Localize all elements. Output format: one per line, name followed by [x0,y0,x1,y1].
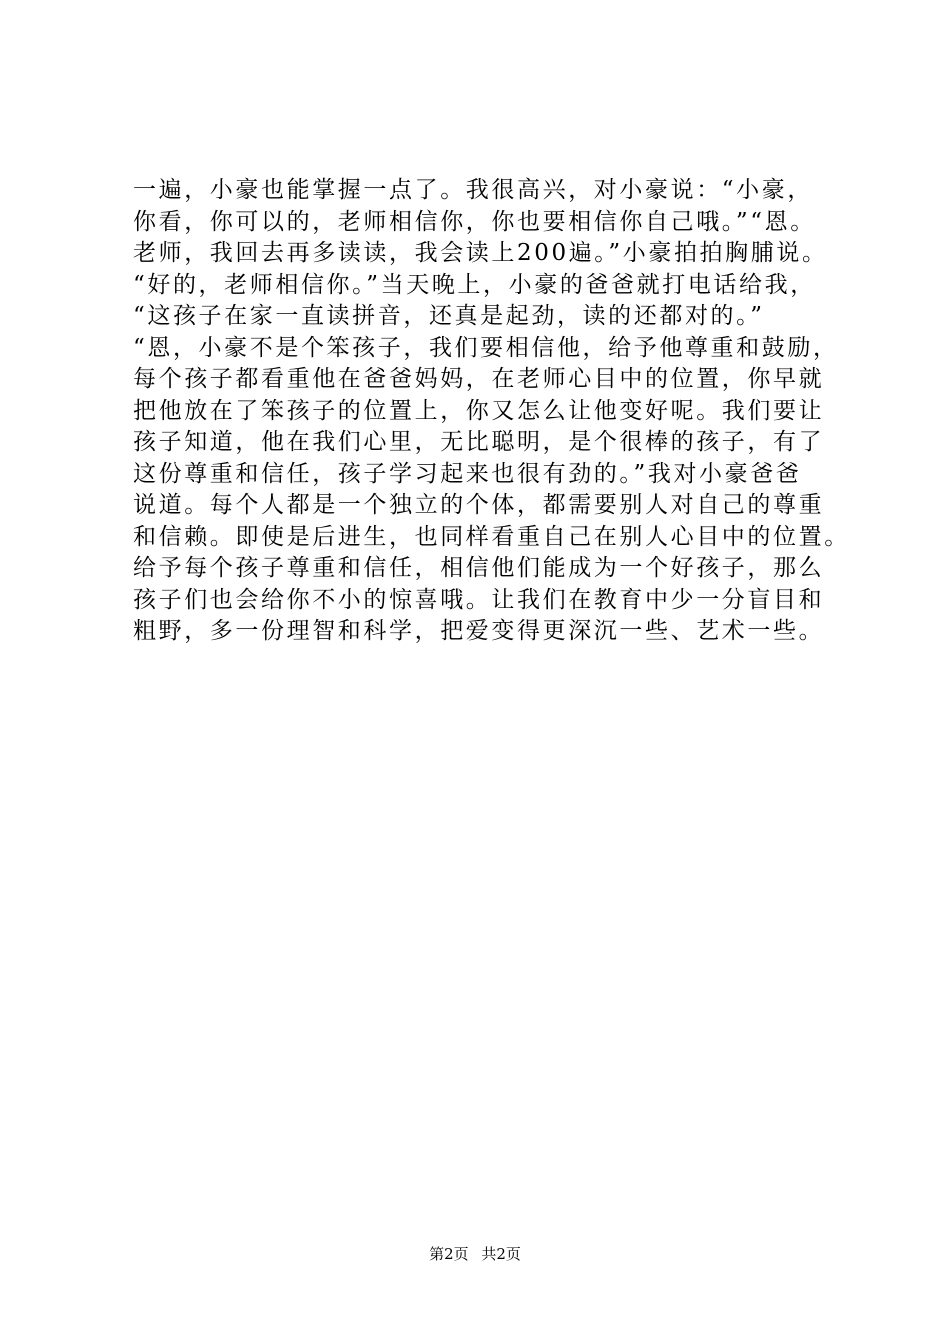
text-line: 孩子知道，他在我们心里，无比聪明，是个很棒的孩子，有了 [133,429,825,455]
text-line: 每个孩子都看重他在爸爸妈妈，在老师心目中的位置，你早就 [133,366,825,392]
text-line: 给予每个孩子尊重和信任，相信他们能成为一个好孩子，那么 [133,555,825,581]
text-line: 粗野，多一份理智和科学，把爱变得更深沉一些、艺术一些。 [133,618,825,644]
page-footer [0,1244,950,1264]
text-line: 说道。每个人都是一个独立的个体，都需要别人对自己的尊重 [133,492,825,518]
text-line: “这孩子在家一直读拼音，还真是起劲，读的还都对的。” [133,303,765,329]
page-number-current: 第2页 [429,1245,469,1263]
text-line: 一遍，小豪也能掌握一点了。我很高兴，对小豪说：“小豪， [133,177,813,203]
page-number-total: 共2页 [481,1245,521,1263]
text-line: “恩，小豪不是个笨孩子，我们要相信他，给予他尊重和鼓励， [133,334,839,361]
text-line: 你看，你可以的，老师相信你，你也要相信你自己哦。”“恩。 [133,208,816,235]
text-line: 老师，我回去再多读读，我会读上200遍。”小豪拍拍胸脯说。 [133,240,828,266]
text-line: 孩子们也会给你不小的惊喜哦。让我们在教育中少一分盲目和 [133,586,825,613]
text-line: 把他放在了笨孩子的位置上，你又怎么让他变好呢。我们要让 [133,397,825,424]
body-text [133,175,850,648]
text-line: 这份尊重和信任，孩子学习起来也很有劲的。”我对小豪爸爸 [133,460,802,487]
text-line: 和信赖。即使是后进生，也同样看重自己在别人心目中的位置。 [133,523,850,550]
text-line: “好的，老师相信你。”当天晚上，小豪的爸爸就打电话给我， [133,271,816,298]
